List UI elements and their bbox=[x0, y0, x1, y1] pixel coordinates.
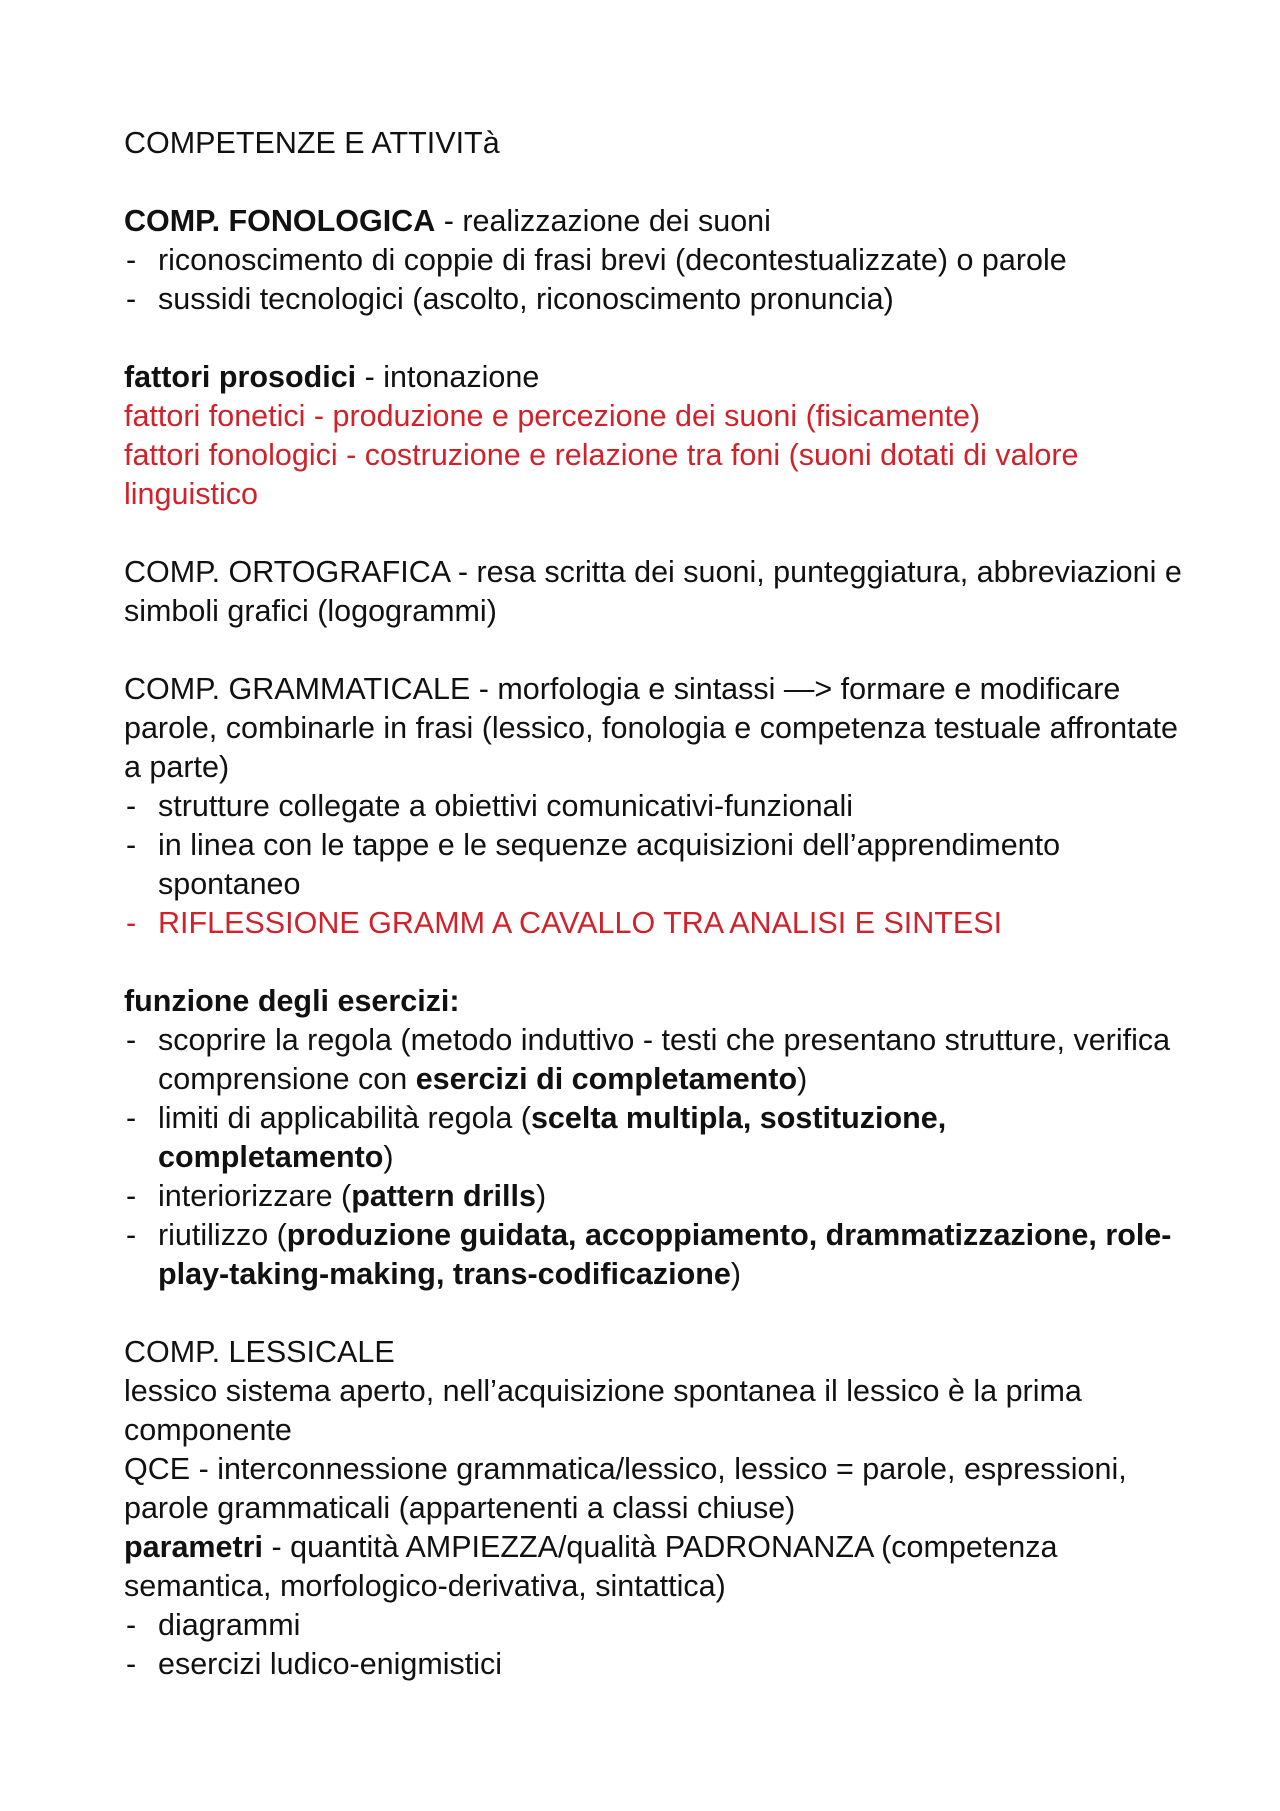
esercizi-list bbox=[124, 1021, 1184, 1294]
item-text: interiorizzare ( bbox=[158, 1179, 352, 1213]
document-title: COMPETENZE E ATTIVITà bbox=[124, 126, 500, 160]
lessicale-p1: lessico sistema aperto, nell’acquisizione spontanea il lessico è la prima componente bbox=[124, 1374, 1082, 1447]
lessicale-heading: COMP. LESSICALE bbox=[124, 1335, 395, 1369]
list-item: - diagrammi bbox=[124, 1606, 1184, 1645]
item-text: scoprire la regola (metodo induttivo - testi che presentano strutture, verifica comprensione con bbox=[158, 1023, 1171, 1096]
list-item bbox=[124, 1216, 1184, 1294]
list-item bbox=[124, 1177, 1184, 1216]
parametri-label: parametri bbox=[124, 1530, 264, 1564]
document-page bbox=[124, 124, 1184, 1684]
grammaticale-list bbox=[124, 787, 1184, 943]
esercizi-heading-line bbox=[124, 982, 1184, 1021]
fonologica-list bbox=[124, 241, 1184, 319]
item-text: riutilizzo ( bbox=[158, 1218, 287, 1252]
item-text: limiti di applicabilità regola ( bbox=[158, 1101, 531, 1135]
grammaticale-paragraph: COMP. GRAMMATICALE - morfologia e sintassi —> formare e modificare parole, combinarle in frasi (lessico, fonologia e competenza testuale affrontate a parte) bbox=[124, 672, 1178, 784]
fonologica-desc: - realizzazione dei suoni bbox=[435, 204, 771, 238]
prosodici-label: fattori prosodici bbox=[124, 360, 357, 394]
item-bold: scelta multipla, sostituzione, completamento bbox=[158, 1101, 947, 1174]
parametri-line bbox=[124, 1528, 1184, 1606]
item-bold: pattern drills bbox=[351, 1179, 536, 1213]
prosodici-desc: - intonazione bbox=[356, 360, 540, 394]
lessicale-p2: QCE - interconnessione grammatica/lessico, lessico = parole, espressioni, parole grammaticali (appartenenti a classi chiuse) bbox=[124, 1452, 1127, 1525]
list-item: - riconoscimento di coppie di frasi brevi (decontestualizzate) o parole bbox=[124, 241, 1184, 280]
list-item bbox=[124, 1021, 1184, 1099]
item-text: ) bbox=[797, 1062, 808, 1096]
list-item: - in linea con le tappe e le sequenze acquisizioni dell’apprendimento spontaneo bbox=[124, 826, 1184, 904]
item-text: ) bbox=[383, 1140, 394, 1174]
prosodici-line bbox=[124, 358, 1184, 397]
list-item: - esercizi ludico-enigmistici bbox=[124, 1645, 1184, 1684]
item-text: ) bbox=[730, 1257, 741, 1291]
esercizi-heading: funzione degli esercizi: bbox=[124, 984, 460, 1018]
list-item-red: - RIFLESSIONE GRAMM A CAVALLO TRA ANALISI E SINTESI bbox=[124, 904, 1184, 943]
list-item: - sussidi tecnologici (ascolto, riconoscimento pronuncia) bbox=[124, 280, 1184, 319]
item-text: ) bbox=[535, 1179, 547, 1213]
fonologici-line: fattori fonologici - costruzione e relazione tra foni (suoni dotati di valore linguistico bbox=[124, 438, 1079, 511]
parametri-desc: - quantità AMPIEZZA/qualità PADRONANZA (competenza semantica, morfologico-derivativa, sintattica) bbox=[124, 1530, 1058, 1603]
fonologica-heading: COMP. FONOLOGICA bbox=[124, 204, 436, 238]
ortografica-paragraph: COMP. ORTOGRAFICA - resa scritta dei suoni, punteggiatura, abbreviazioni e simboli grafici (logogrammi) bbox=[124, 555, 1182, 628]
item-bold: produzione guidata, accoppiamento, drammatizzazione, role-play-taking-making, trans-codificazione bbox=[158, 1218, 1172, 1291]
list-item: - strutture collegate a obiettivi comunicativi-funzionali bbox=[124, 787, 1184, 826]
lessicale-list bbox=[124, 1606, 1184, 1684]
fonetici-line: fattori fonetici - produzione e percezione dei suoni (fisicamente) bbox=[124, 399, 981, 433]
item-bold: esercizi di completamento bbox=[415, 1062, 798, 1096]
fonologica-heading-line bbox=[124, 202, 1184, 241]
list-item bbox=[124, 1099, 1184, 1177]
